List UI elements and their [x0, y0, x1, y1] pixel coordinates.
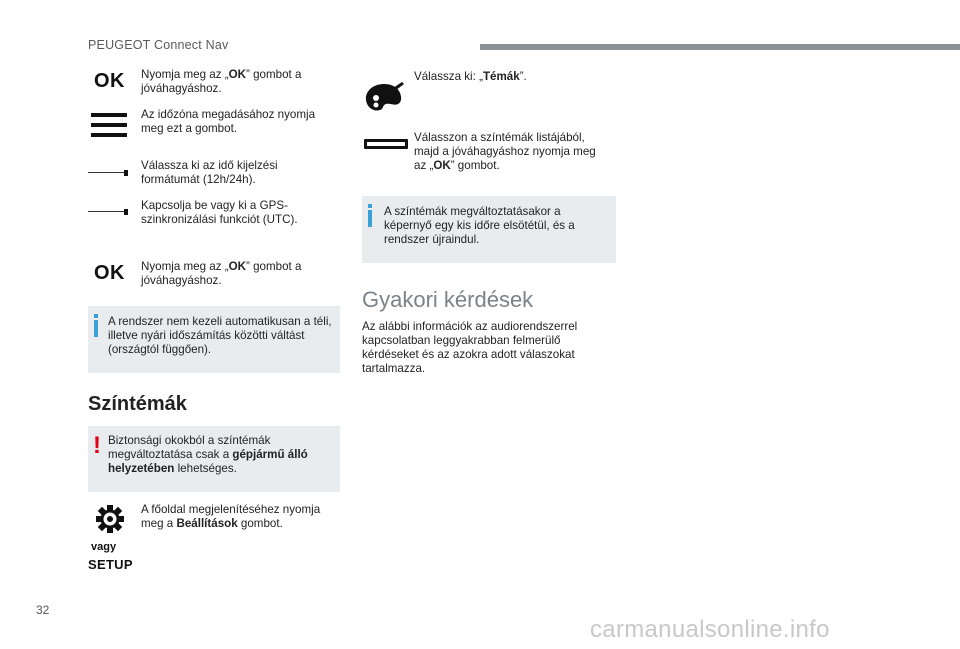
- warning-icon: !: [93, 432, 101, 459]
- info-icon: [94, 314, 98, 337]
- section-title: Színtémák: [88, 393, 187, 415]
- step-ok-confirm-1: Nyomja meg az „OK” gombot a jóváhagyáshoz.: [141, 68, 302, 95]
- ok-button-icon: OK: [94, 70, 125, 92]
- info-note-text: A színtémák megváltoztatásakor a képernyő egy kis időre elsötétül, és a rendszer újraindul.: [384, 205, 575, 246]
- step-ok-confirm-2: Nyomja meg az „OK” gombot a jóváhagyáshoz.: [141, 260, 302, 287]
- info-note: [88, 306, 340, 373]
- list-field-icon: [364, 139, 408, 149]
- info-note: [362, 196, 616, 263]
- warning-note-text: Biztonsági okokból a színtémák megváltoztatása csak a gépjármű álló helyzetében lehetséges.: [108, 434, 308, 475]
- ok-button-icon: OK: [94, 262, 125, 284]
- palette-icon: [364, 82, 404, 114]
- setup-button-label: SETUP: [88, 557, 133, 572]
- warning-note: [88, 426, 340, 492]
- or-label: vagy: [91, 541, 117, 553]
- toggle-line-icon: [88, 170, 128, 176]
- watermark: carmanualsonline.info: [590, 616, 830, 643]
- menu-lines-icon: [91, 113, 127, 137]
- page-number: 32: [36, 603, 50, 617]
- step-open-settings: A főoldal megjelenítéséhez nyomja meg a Beállítások gombot.: [141, 503, 321, 530]
- step-timezone: Az időzóna megadásához nyomja meg ezt a gombot.: [141, 108, 316, 135]
- faq-title: Gyakori kérdések: [362, 287, 534, 312]
- step-choose-theme: Válasszon a színtémák listájából, majd a jóváhagyáshoz nyomja meg az „OK” gombot.: [414, 131, 596, 172]
- info-note-text: A rendszer nem kezeli automatikusan a téli, illetve nyári időszámítás közötti váltást (országtól függően).: [108, 315, 332, 356]
- gear-icon: [96, 505, 124, 533]
- step-select-themes: Válassza ki: „Témák”.: [414, 70, 527, 83]
- step-time-format: Válassza ki az idő kijelzési formátumát (12h/24h).: [141, 159, 278, 186]
- faq-intro-text: Az alábbi információk az audiorendszerrel kapcsolatban leggyakrabban felmerülő kérdéseket és az azokra adott válaszokat tartalmazza.: [362, 320, 578, 375]
- manual-header-title: PEUGEOT Connect Nav: [88, 38, 229, 52]
- step-gps-sync: Kapcsolja be vagy ki a GPS-szinkronizálási funkciót (UTC).: [141, 199, 298, 226]
- info-icon: [368, 204, 372, 227]
- toggle-line-icon: [88, 209, 128, 215]
- header-bar: [480, 44, 960, 50]
